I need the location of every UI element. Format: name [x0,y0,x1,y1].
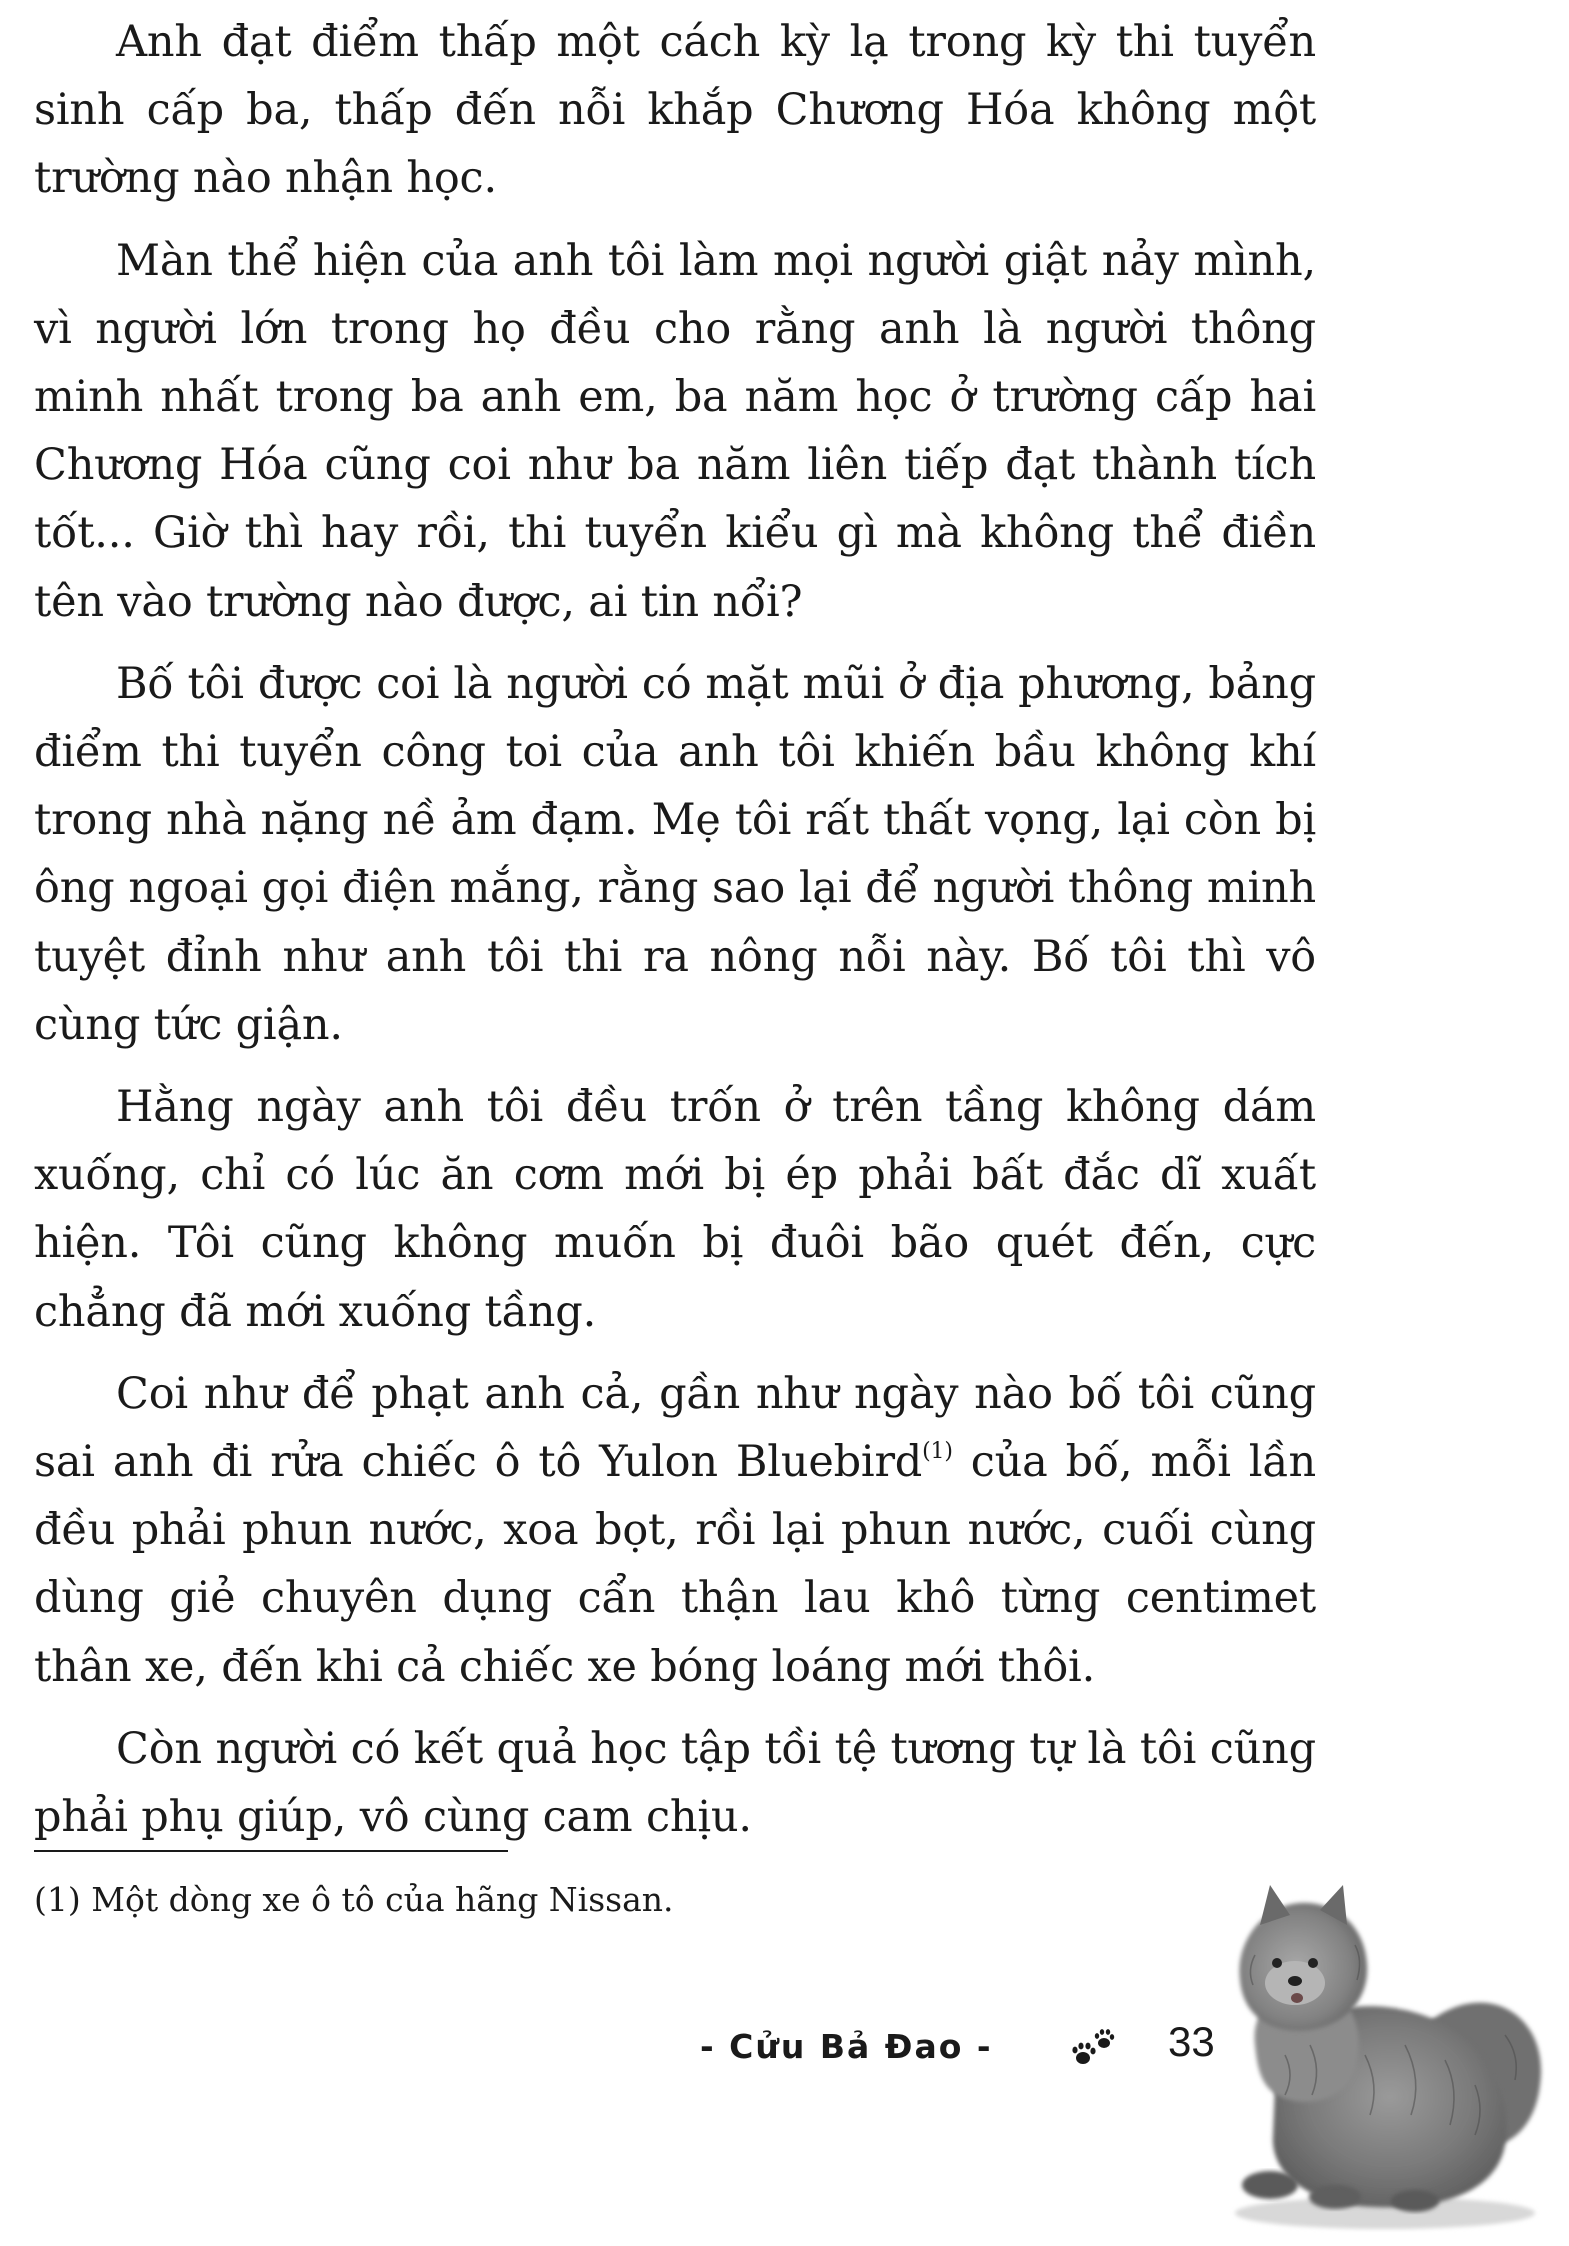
paragraph-5 [34,1360,1316,1701]
paragraph-6: Còn người có kết quả học tập tồi tệ tương tự là tôi cũng phải phụ giúp, vô cùng cam chịu. [34,1723,1316,1843]
footnote-divider [34,1850,508,1852]
paragraph-2: Màn thể hiện của anh tôi làm mọi người giật nảy mình, vì người lớn trong họ đều cho rằng anh là người thông minh nhất trong ba anh em, ba năm học ở trường cấp hai Chương Hóa cũng coi như ba năm liên tiếp đạt thành tích tốt... Giờ thì hay rồi, thi tuyển kiểu gì mà không thể điền tên vào trường nào được, ai tin nổi? [34,235,1316,627]
paragraph-5-end: của bố, mỗi lần đều phải phun nước, xoa bọt, rồi lại phun nước, cuối cùng dùng giẻ chuyên dụng cẩn thận lau khô từng centimet thân xe, đến khi cả chiếc xe bóng loáng mới thôi. [34,1437,1316,1692]
paragraph-3: Bố tôi được coi là người có mặt mũi ở địa phương, bảng điểm thi tuyển công toi của anh tôi khiến bầu không khí trong nhà nặng nề ảm đạm. Mẹ tôi rất thất vọng, lại còn bị ông ngoại gọi điện mắng, rằng sao lại để người thông minh tuyệt đỉnh như anh tôi thi ra nông nỗi này. Bố tôi thì vô cùng tức giận. [34,658,1316,1050]
footnote-text: (1) Một dòng xe ô tô của hãng Nissan. [34,1880,674,1919]
page-body-text [34,8,1316,1865]
paw-prints-icon [1069,2028,1117,2072]
footnote-marker: (1) [922,1439,953,1465]
page-number: 33 [1168,2018,1215,2065]
paragraph-1: Anh đạt điểm thấp một cách kỳ lạ trong kỳ thi tuyển sinh cấp ba, thấp đến nỗi khắp Chương Hóa không một trường nào nhận học. [34,17,1316,204]
footer-book-title: - Cửu Bả Đao - [700,2027,993,2066]
paragraph-4: Hằng ngày anh tôi đều trốn ở trên tầng không dám xuống, chỉ có lúc ăn cơm mới bị ép phải bất đắc dĩ xuất hiện. Tôi cũng không muốn bị đuôi bão quét đến, cực chẳng đã mới xuống tầng. [34,1082,1316,1337]
paragraph-5-start: Coi như để phạt anh cả, gần như ngày nào bố tôi cũng sai anh đi rửa chiếc ô tô Yulon Bluebird [34,1368,1316,1488]
pomeranian-dog-illustration [1215,1885,1555,2240]
